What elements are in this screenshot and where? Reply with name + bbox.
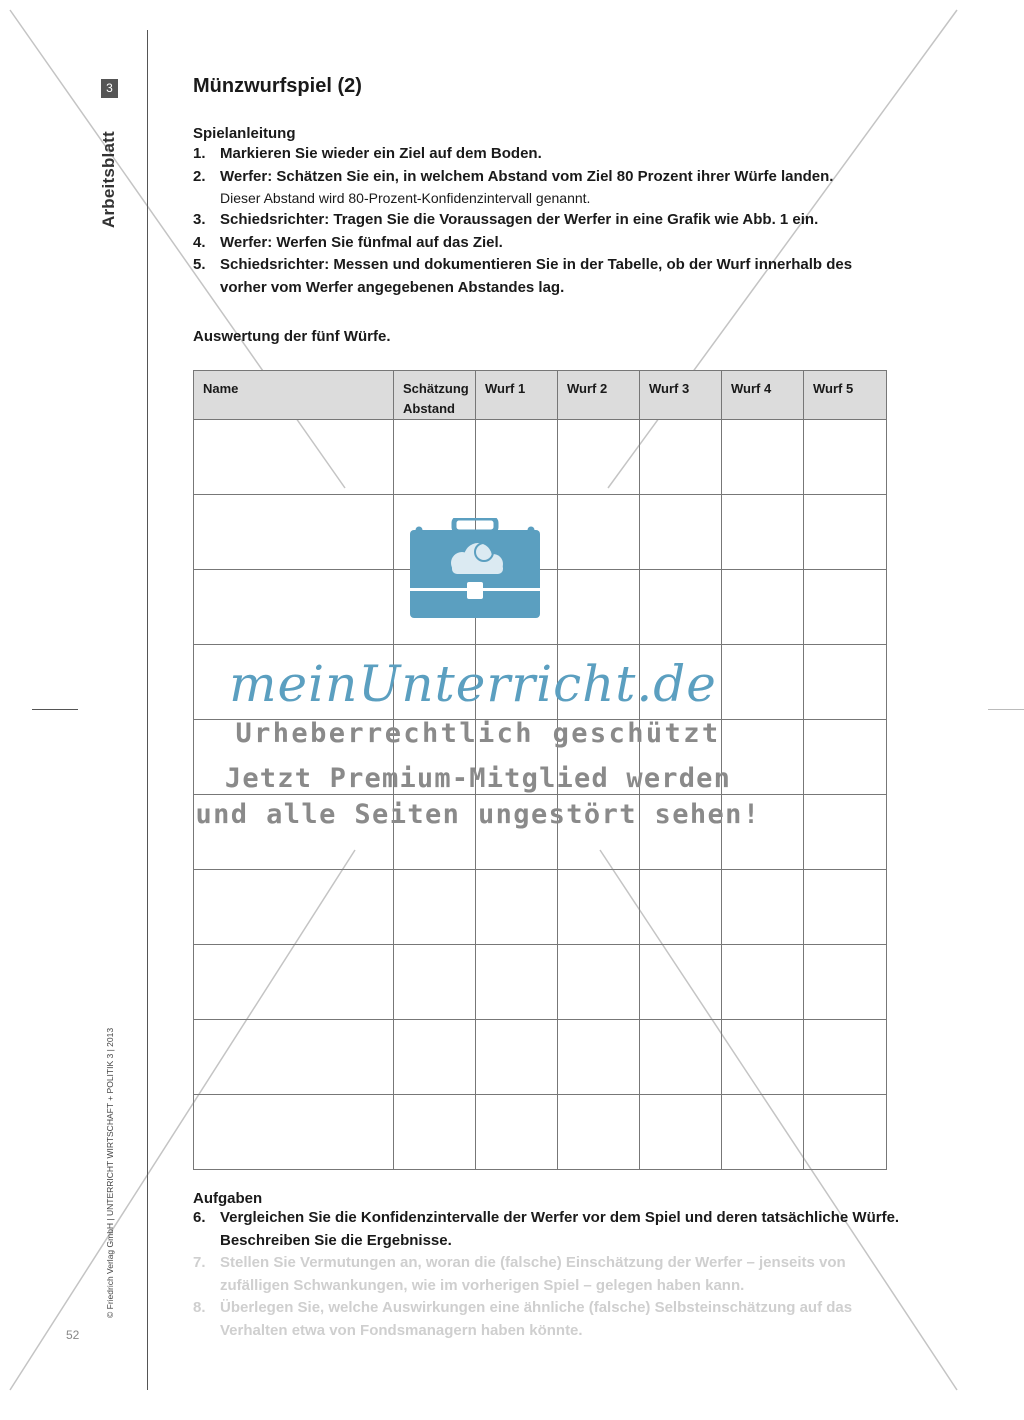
table-cell [558,1020,640,1095]
table-body [194,420,887,1170]
table-cell [804,495,887,570]
table-cell [394,945,476,1020]
fold-mark-right [988,709,1024,710]
instruction-item: 4. Werfer: Werfen Sie fünfmal auf das Ziel. [193,233,503,251]
table-cell [194,495,394,570]
table-cell [722,1020,804,1095]
table-cell [476,870,558,945]
table-cell [476,1020,558,1095]
table-cell [194,945,394,1020]
table-cell [722,945,804,1020]
table-cell [194,570,394,645]
instructions-heading: Spielanleitung [193,125,296,142]
table-header-row [194,371,887,420]
task-item: 7. Stellen Sie Vermutungen an, woran die (falsche) Einschätzung der Werfer – jenseits von zufälligen Schwankungen, wie im vorherigen Spiel – gelegen haben kann. [193,1254,846,1294]
table-cell [722,420,804,495]
instruction-item: 2. Werfer: Schätzen Sie ein, in welchem Abstand vom Ziel 80 Prozent ihrer Würfe landen. Dieser Abstand wird 80-Prozent-Konfidenzintervall genannt. [193,166,893,210]
table-cell [804,1095,887,1170]
table-cell [394,420,476,495]
sheet-type-label: Arbeitsblatt [99,131,118,228]
task-item: 6. Vergleichen Sie die Konfidenzintervalle der Werfer vor dem Spiel und deren tatsächliche Würfe. Beschreiben Sie die Ergebnisse. [193,1209,900,1249]
table-cell [194,420,394,495]
table-cell [558,870,640,945]
table-cell [476,945,558,1020]
table-cell [558,1095,640,1170]
table-cell [722,870,804,945]
column-header-throw-1: Wurf 1 [476,371,558,420]
tasks-list [193,1207,903,1252]
column-header-throw-5: Wurf 5 [804,371,887,420]
table-cell [640,1020,722,1095]
table-cell [722,1095,804,1170]
table-cell [804,1020,887,1095]
table-row [194,1020,887,1095]
table-cell [640,570,722,645]
task-item: 8. Überlegen Sie, welche Auswirkungen eine ähnliche (falsche) Selbsteinschätzung auf das Verhalten etwa von Fondsmanagern haben könnte. [193,1299,853,1339]
instruction-item: 1. Markieren Sie wieder ein Ziel auf dem Boden. [193,145,542,162]
instructions-list [193,143,893,299]
page-number: 52 [66,1328,80,1342]
watermark-pages-line: und alle Seiten ungestört sehen! [195,799,761,830]
table-cell [722,495,804,570]
table-cell [194,1020,394,1095]
column-header-throw-2: Wurf 2 [558,371,640,420]
table-cell [394,1095,476,1170]
evaluation-heading: Auswertung der fünf Würfe. [193,328,391,345]
instruction-note: Dieser Abstand wird 80-Prozent-Konfidenzintervall genannt. [220,190,591,206]
table-cell [722,570,804,645]
column-header-name: Name [194,371,394,420]
table-row [194,420,887,495]
table-cell [394,870,476,945]
briefcase-cloud-icon [410,518,540,623]
table-cell [804,945,887,1020]
column-header-throw-4: Wurf 4 [722,371,804,420]
table-cell [194,870,394,945]
column-header-throw-3: Wurf 3 [640,371,722,420]
table-cell [558,420,640,495]
instruction-item: 5. Schiedsrichter: Messen und dokumentieren Sie in der Tabelle, ob der Wurf innerhalb des vorher vom Werfer angegebenen Abstandes lag. [193,256,853,296]
table-cell [558,945,640,1020]
tasks-list-faded [193,1252,903,1342]
table-cell [558,570,640,645]
instructions-section [193,125,893,299]
table-cell [640,420,722,495]
tasks-heading: Aufgaben [193,1190,263,1207]
section-number-badge: 3 [101,79,118,98]
table-cell [394,1020,476,1095]
table-row [194,570,887,645]
table-row [194,495,887,570]
table-cell [558,495,640,570]
watermark-logo: meinUnterricht.de [229,655,717,713]
table-cell [804,570,887,645]
watermark-copyright-line: Urheberrechtlich geschützt [235,718,721,749]
table-row [194,1095,887,1170]
watermark-premium-line: Jetzt Premium-Mitglied werden [224,763,732,794]
table-cell [640,945,722,1020]
table-cell [804,870,887,945]
table-cell [640,1095,722,1170]
table-cell [476,1095,558,1170]
page-title: Münzwurfspiel (2) [193,75,362,97]
column-header-estimate: Schätzung Abstand [394,371,476,420]
table-cell [194,1095,394,1170]
table-cell [640,870,722,945]
instruction-item: 3. Schiedsrichter: Tragen Sie die Voraussagen der Werfer in eine Grafik wie Abb. 1 ein. [193,211,819,228]
table-row [194,870,887,945]
table-cell [640,495,722,570]
copyright-notice: © Friedrich Verlag GmbH | UNTERRICHT WIRTSCHAFT + POLITIK 3 | 2013 [105,1027,115,1318]
table-cell [804,420,887,495]
table-row [194,945,887,1020]
tasks-section [193,1190,903,1342]
table-cell [476,420,558,495]
